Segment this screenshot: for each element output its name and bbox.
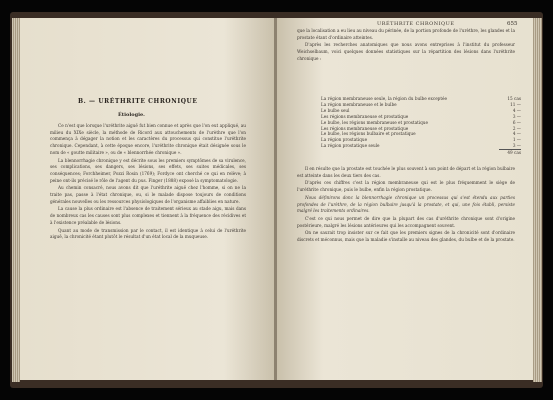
table-row: La région membraneuse et le bulbe 11 —	[321, 101, 521, 107]
page-number: 655	[507, 21, 518, 27]
section-title: B. — URÉTHRITE CHRONIQUE	[78, 98, 198, 105]
table-row: Les régions membraneuse et prostatique 3 —	[321, 113, 521, 119]
table-row: Les régions membraneuse et prostatique 2 —	[321, 125, 521, 131]
paragraph: La cause la plus ordinaire est l'absence de traitement sérieux au stade aigu, mais dans de nombreux cas les causes sont plus complexes et tiennent à la fréquence des récidives et à l'existence préalable de lésions.	[50, 206, 246, 225]
paragraph: Au chemin consacré, nous avons dit que l'uréthrite aiguë chez l'homme, si on ne la traite pas, passe à l'état chronique, ou, si le malade dispose toujours de conditions générales nouvelles ou les ressources physiologiques de l'organisme affaiblies en nature.	[50, 185, 246, 204]
paragraph: D'après ces chiffres c'est la région membraneuse qui est le plus fréquemment le siège de l'uréthrite chronique, puis le bulbe, enfin la région prostatique.	[297, 180, 515, 193]
table-total-row: 49 cas	[321, 149, 521, 156]
paragraph: Ce n'est que lorsque l'uréthrite aiguë fut bien connue et après que l'on eut appliqué, au milieu du XIXe siècle, la méthode de Ricord aux attouchements de l'urèthre que l'on commença à dégager la notion et les caractères du processus qui constitue l'uréthrite chronique. Cependant, à cette époque encore, l'uréthrite chronique était désignée sous le nom de « goutte militaire », ou de « blennorrhée chronique ».	[50, 123, 246, 155]
table-row: Le bulbe, les régions membraneuse et prostatique 6 —	[321, 119, 521, 125]
page-edges-right	[533, 18, 542, 382]
paragraph: C'est ce qui nous permet de dire que la plupart des cas d'uréthrite chronique sont d'origine postérieure, malgré les lésions antérieures qui les accompagnent souvent.	[297, 215, 515, 228]
paragraph: D'après les recherches anatomiques que nous avons entreprises à l'institut du professeur Weichselbaum, voici quelques données statistiques sur la répartition des lésions dans l'uréthrite chronique :	[297, 42, 515, 61]
paragraph: On ne saurait trop insister sur ce fait que les premiers signes de la chronicité sont d'ordinaire discrets et méconnus, mais que la maladie s'installe au niveau des glandes, du bulbe et de la prostate.	[297, 230, 515, 243]
left-body-text	[50, 123, 246, 378]
table-row: Le bulbe seul 4 —	[321, 107, 521, 113]
paragraph: que la localisation a eu lieu au niveau du périnée, de la portion profonde de l'urèthre, les glandes et la prostate étant d'ordinaire atteintes.	[297, 28, 515, 40]
table-row: Le bulbe, les régions bulbaire et prostatique 4 —	[321, 131, 521, 137]
table-row: La région prostatique seule 3 —	[321, 143, 521, 149]
right-intro-text	[297, 28, 515, 64]
subsection-title: Étiologie.	[118, 112, 145, 118]
paragraph: Quant au mode de transmission par le contact, il est identique à celui de l'uréthrite aiguë, la chronicité étant plutôt le résultat d'un état local de la muqueuse.	[50, 227, 246, 240]
paragraph: La blennorrhagie chronique y est décrite sous les premiers symptômes de sa virulence, ses complications, ses dangers, ses lésions, ses effets, ses suites médicales, ses conséquences; Forchheimer, Pozzi Rosin (1769); Fordyce ont cherché ce qui en relève; à peine ont-ils précisé le rôle de l'agent du pus. Finger (1888) exposé la symptomatologie.	[50, 157, 246, 183]
paragraph: Il en résulte que la prostate est touchée le plus souvent à son point de départ et la région bulbaire est atteinte dans les deux tiers des cas.	[297, 166, 515, 178]
running-head: URÉTHRITE CHRONIQUE	[377, 21, 455, 27]
right-page	[277, 18, 533, 380]
page-edges-left	[12, 18, 20, 382]
lesion-statistics-table	[321, 96, 521, 156]
paragraph: Nous définirons donc la blennorrhagie chronique un processus qui s'est étendu aux parties profondes de l'urèthre, de la région bulbaire jusqu'à la prostate, et qui, une fois établi, persiste malgré les traitements ordinaires.	[297, 194, 515, 214]
right-body-text	[297, 166, 515, 376]
left-page	[20, 18, 275, 380]
table-row: La région prostatique 1 —	[321, 137, 521, 143]
table-row: La région membraneuse seule, la région du bulbe exceptée 15 cas	[321, 96, 521, 101]
